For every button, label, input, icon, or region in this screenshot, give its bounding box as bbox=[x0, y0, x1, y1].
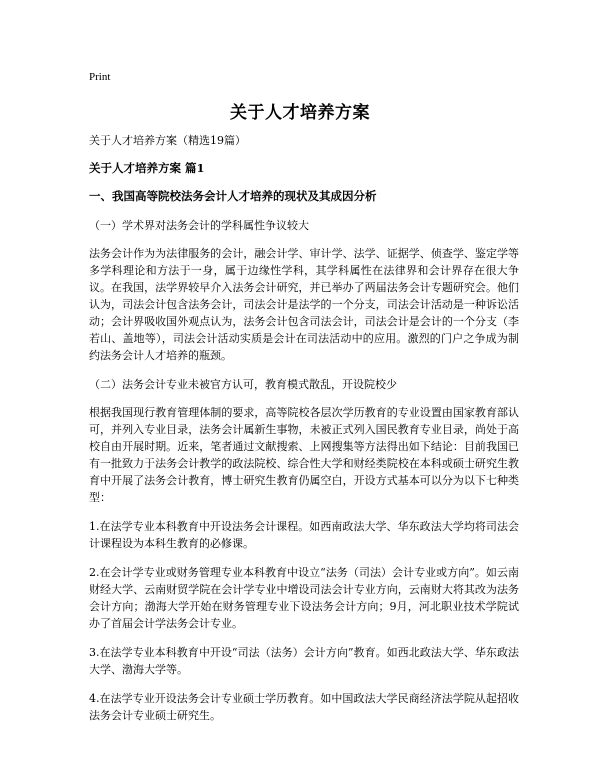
paragraph-1: 法务会计作为为法律服务的会计，融会计学、审计学、法学、证据学、侦查学、鉴定学等多学科理论和方法于一身，属于边缘性学科，其学科属性在法律界和会计界存在很大争议。在我国，法学界较早介入法务会计研究，并已举办了两届法务会计专题研究会。他们认为，司法会计包含法务会计，司法会计是法学的一个分支，司法会计活动是一种诉讼活动；会计界吸收国外观点认为，法务会计包含司法会计，司法会计是会计的一个分支（李若山、盖地等），司法会计活动实质是会计在司法活动中的应用。激烈的门户之争成为制约法务会计人才培养的瓶颈。 bbox=[89, 247, 519, 362]
list-item-3: 3.在法学专业本科教育中开设“司法（法务）会计方向”教育。如西北政法大学、华东政法大学、渤海大学等。 bbox=[89, 646, 519, 676]
document-subtitle: 关于人才培养方案（精选19篇） bbox=[89, 134, 246, 147]
piece-heading: 关于人才培养方案 篇1 bbox=[89, 161, 205, 175]
subsection-heading-2: （二）法务会计专业未被官方认可，教育模式散乱，开设院校少 bbox=[89, 378, 397, 391]
paragraph-2: 根据我国现行教育管理体制的要求，高等院校各层次学历教育的专业设置由国家教育部认可，并列入专业目录，法务会计属新生事物，未被正式列入国民教育专业目录，尚处于高校自由开展时期。近来，笔者通过文献搜索、上网搜集等方法得出如下结论：目前我国已有一批致力于法务会计教学的政法院校、综合性大学和财经类院校在本科或硕士研究生教育中开展了法务会计教育，博士研究生教育仍属空白，开设方式基本可以分为以下七种类型： bbox=[89, 406, 519, 504]
document-body bbox=[89, 132, 519, 736]
print-link[interactable]: Print bbox=[89, 71, 111, 83]
subsection-heading-1: （一）学术界对法务会计的学科属性争议较大 bbox=[89, 219, 309, 232]
section-heading: 一、我国高等院校法务会计人才培养的现状及其成因分析 bbox=[89, 189, 377, 203]
list-item-1: 1.在法学专业本科教育中开设法务会计课程。如西南政法大学、华东政法大学均将司法会计课程设为本科生教育的必修课。 bbox=[89, 520, 519, 550]
list-item-2: 2.在会计学专业或财务管理专业本科教育中设立“法务（司法）会计专业或方向”。如云南财经大学、云南财贸学院在会计学专业中增设司法会计专业方向，云南财大将其改为法务会计方向；渤海大学开始在财务管理专业下设法务会计方向；9月，河北职业技术学院试办了首届会计学法务会计专业。 bbox=[89, 566, 519, 630]
page-title: 关于人才培养方案 bbox=[230, 103, 370, 123]
list-item-4: 4.在法学专业开设法务会计专业硕士学历教育。如中国政法大学民商经济法学院从起招收法务会计专业硕士研究生。 bbox=[89, 692, 519, 722]
